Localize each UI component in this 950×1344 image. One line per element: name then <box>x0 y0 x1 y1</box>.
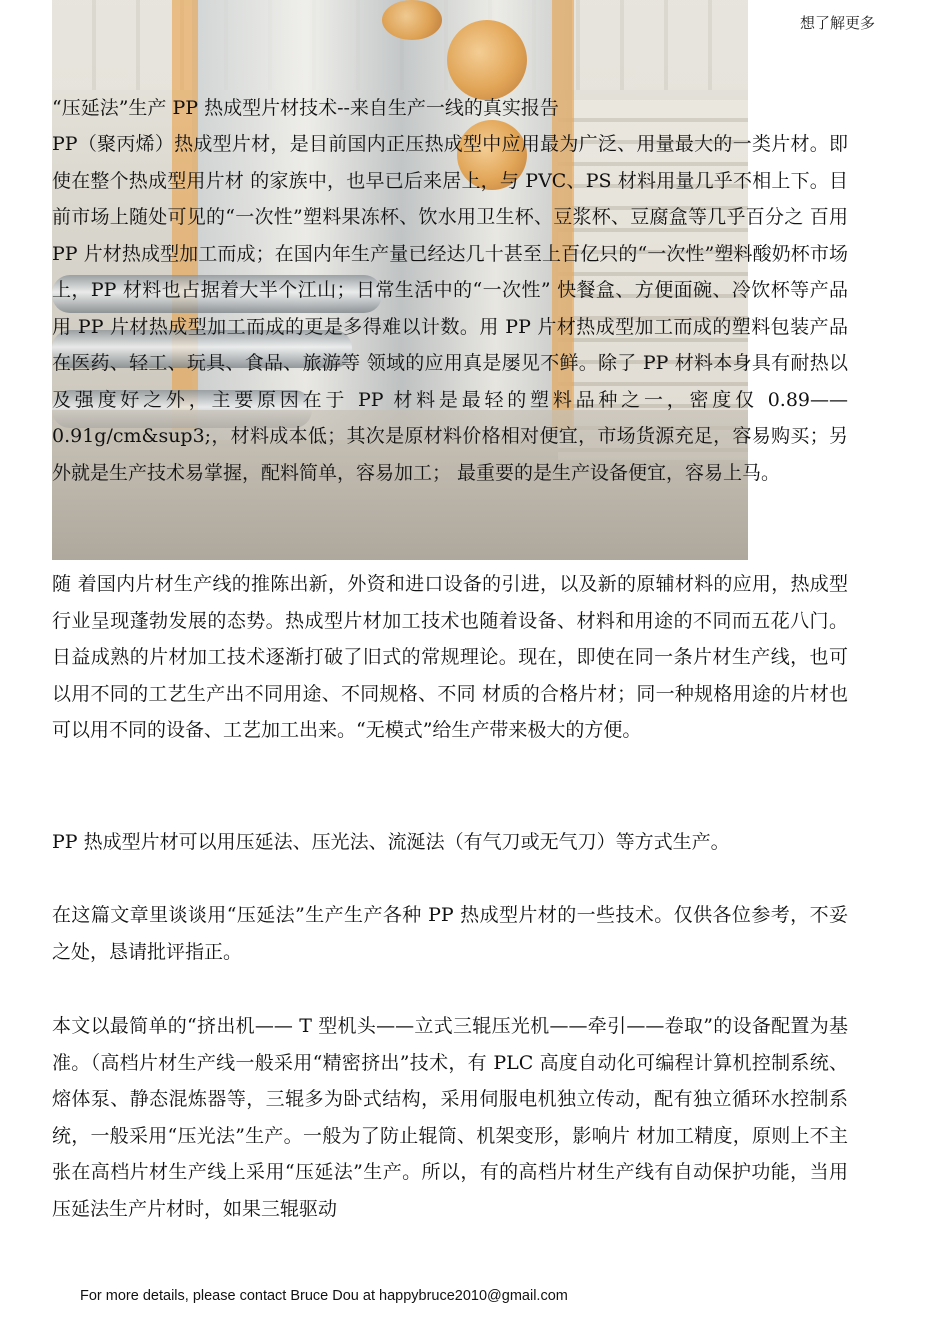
article-title: “压延法”生产 PP 热成型片材技术--来自生产一线的真实报告 <box>52 97 559 119</box>
learn-more-link[interactable]: 想了解更多 <box>800 14 876 32</box>
paragraph-4: 在这篇文章里谈谈用“压延法”生产生产各种 PP 热成型片材的一些技术。仅供各位参考，不妥之处，恳请批评指正。 <box>52 904 848 963</box>
paragraph-5: 本文以最简单的“挤出机—— T 型机头——立式三辊压光机——牵引——卷取”的设备配置为基准。（高档片材生产线一般采用“精密挤出”技术，有 PLC 高度自动化可编程计算机控制系统、 熔体泵、静态混炼器等，三辊多为卧式结构，采用伺服电机独立传动，配有独立循环水控制系统，一般采用“压光法”生产。一般为了防止辊筒、机架变形，影响片 材加工精度，原则上不主张在高档片材生产线上采用“压延法”生产。所以，有的高档片材生产线有自动保护功能，当用压延法生产片材时，如果三辊驱动 <box>52 1015 848 1220</box>
footer-contact: For more details, please contact Bruce Dou at happybruce2010@gmail.com <box>80 1288 568 1304</box>
paragraph-2: 随 着国内片材生产线的推陈出新，外资和进口设备的引进，以及新的原辅材料的应用，热成型行业呈现蓬勃发展的态势。热成型片材加工技术也随着设备、材料和用途的不同而五花八门。日益成熟的片材加工技术逐渐打破了旧式的常规理论。现在，即使在同一条片材生产线，也可以用不同的工艺生产出不同用途、不同规格、不同 材质的合格片材；同一种规格用途的片材也可以用不同的设备、工艺加工出来。“无模式”给生产带来极大的方便。 <box>52 573 848 741</box>
intro-paragraph: PP（聚丙烯）热成型片材，是目前国内正压热成型中应用最为广泛、用量最大的一类片材。即使在整个热成型用片材 的家族中，也早已后来居上，与 PVC、PS 材料用量几乎不相上下。目前市场上随处可见的“一次性”塑料果冻杯、饮水用卫生杯、豆浆杯、豆腐盒等几乎百分之 百用 PP 片材热成型加工而成；在国内年生产量已经达几十甚至上百亿只的“一次性”塑料酸奶杯市场上，PP 材料也占据着大半个江山；日常生活中的“一次性” 快餐盒、方便面碗、冷饮杯等产品用 PP 片材热成型加工而成的更是多得难以计数。用 PP 片材热成型加工而成的塑料包装产品在医药、轻工、玩具、食品、旅游等 领域的应用真是屡见不鲜。除了 PP 材料本身具有耐热以及强度好之外，主要原因在于 PP 材料是最轻的塑料品种之一，密度仅 0.89—— 0.91g/cm&sup3;，材料成本低；其次是原材料价格相对便宜，市场货源充足，容易购买；另外就是生产技术易掌握，配料简单，容易加工； 最重要的是生产设备便宜，容易上马。 <box>52 133 848 484</box>
photo-roll-1 <box>447 20 527 100</box>
paragraph-3: PP 热成型片材可以用压延法、压光法、流涎法（有气刀或无气刀）等方式生产。 <box>52 831 730 853</box>
photo-roll-3 <box>382 0 442 40</box>
